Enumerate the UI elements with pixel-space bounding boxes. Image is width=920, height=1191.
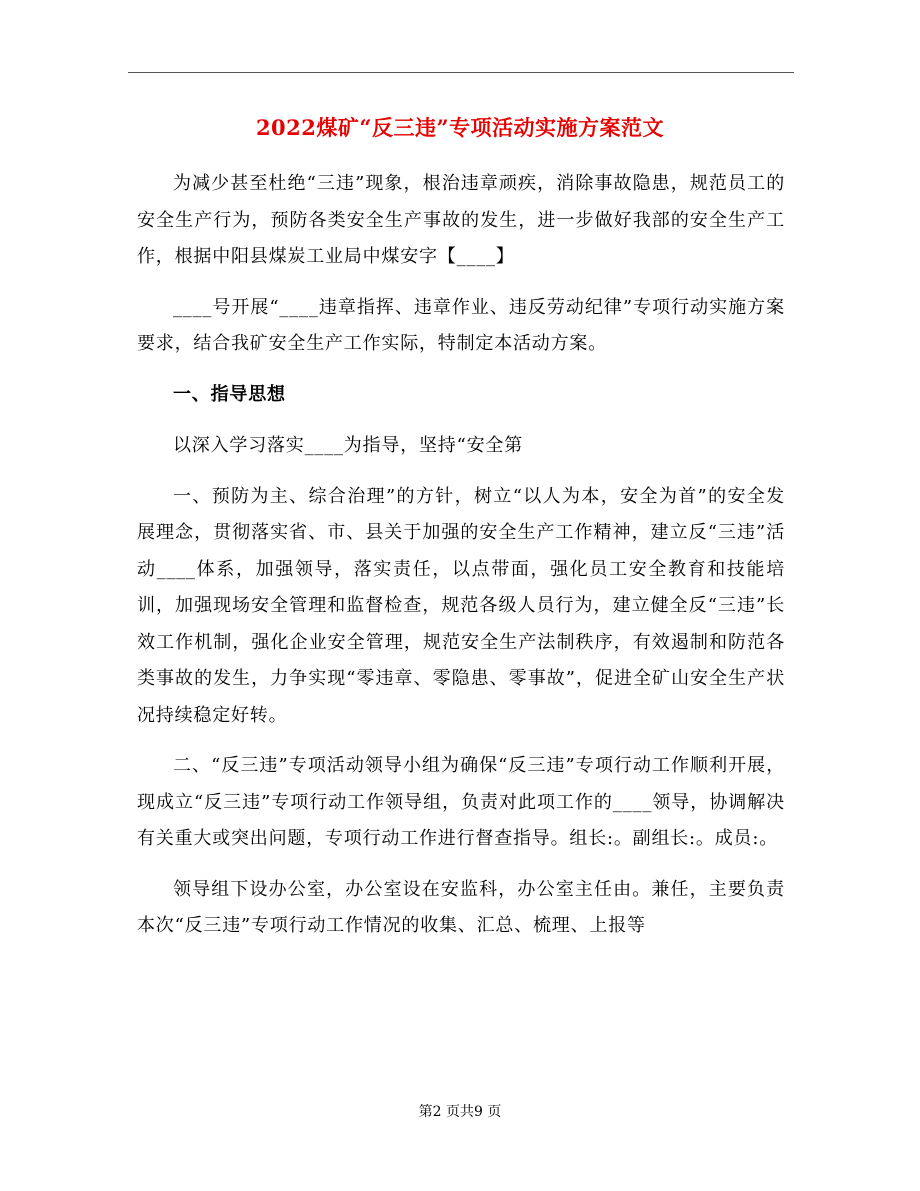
paragraph-basis: ____号开展“____违章指挥、违章作业、违反劳动纪律”专项行动实施方案要求，结合我矿安全生产工作实际，特制定本活动方案。 — [137, 296, 785, 354]
header-rule — [128, 72, 794, 73]
paragraph-principles: 一、预防为主、综合治理”的方针，树立“以人为本，安全为首”的安全发展理念，贯彻落实省、市、县关于加强的安全生产工作精神，建立反“三违”活动____体系，加强领导，落实责任，以点带面，强化员工安全教育和技能培训，加强现场安全管理和监督检查，规范各级人员行为，建立健全反“三违”长效工作机制，强化企业安全管理，规范安全生产法制秩序，有效遏制和防范各类事故的发生，力争实现“零违章、零隐患、零事故”，促进全矿山安全生产状况持续稳定好转。 — [137, 485, 785, 726]
section-heading-guiding-ideology: 一、指导思想 — [173, 383, 286, 405]
paragraph-intro: 为减少甚至杜绝“三违”现象，根治违章顽疾，消除事故隐患，规范员工的安全生产行为，预防各类安全生产事故的发生，进一步做好我部的安全生产工作，根据中阳县煤炭工业局中煤安字【____】 — [137, 173, 785, 267]
paragraph-guidance: 以深入学习落实____为指导，坚持“安全第 — [173, 435, 524, 456]
paragraph-leadership-group: 二、“反三违”专项活动领导小组为确保“反三违”专项行动工作顺利开展，现成立“反三违”专项行动工作领导组，负责对此项工作的____领导，协调解决有关重大或突出问题，专项行动工作进行督查指导。组长:。副组长:。成员:。 — [137, 755, 785, 849]
document-title: 2022煤矿“反三违”专项活动实施方案范文 — [255, 115, 665, 140]
document-body — [137, 166, 785, 959]
paragraph-office: 领导组下设办公室，办公室设在安监科，办公室主任由。兼任，主要负责本次“反三违”专项行动工作情况的收集、汇总、梳理、上报等 — [137, 878, 785, 936]
page-number: 第2 页共9 页 — [418, 1104, 502, 1120]
